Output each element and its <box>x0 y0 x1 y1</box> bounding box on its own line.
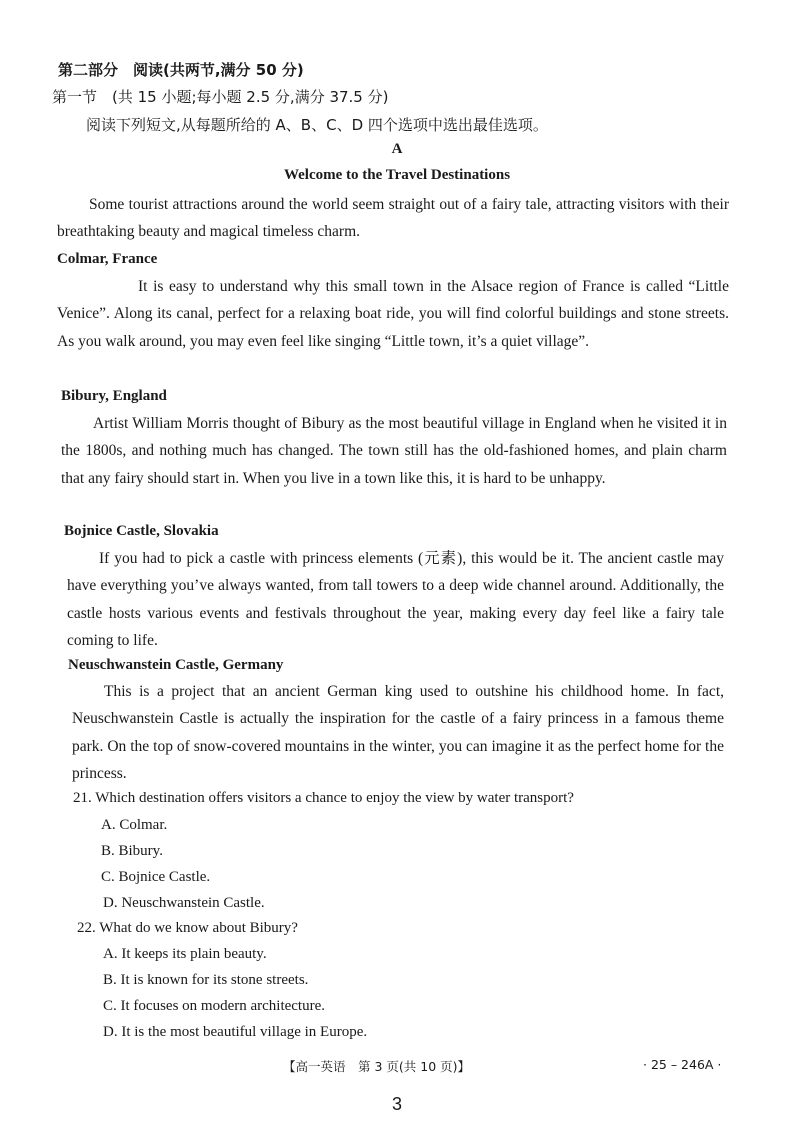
instruction-text: 阅读下列短文,从每题所给的 A、B、C、D 四个选项中选出最佳选项。 <box>86 116 548 134</box>
destination-name: Colmar, France <box>57 251 158 267</box>
destination-text: This is a project that an ancient German king used to outshine his childhood home. In fact, Neuschwanstein Castle is actually the inspiration for the castle of a fairy princess in a famous theme park. On the top of snow-covered mountains in the winter, you can imagine it as the perfect home for the princess. <box>72 683 724 782</box>
destination-text: Artist William Morris thought of Bibury as the most beautiful village in England when he visited it in the 1800s, and nothing much has changed. The town still has the old-fashioned homes, and plain charm that any fairy should start in. When you live in a town like this, it is hard to be unhappy. <box>61 415 727 487</box>
answer-option[interactable]: A. Colmar. <box>101 817 168 833</box>
part-heading: 第二部分 阅读(共两节,满分 50 分) <box>58 61 304 79</box>
answer-option[interactable]: C. It focuses on modern architecture. <box>103 998 326 1014</box>
destination-text: It is easy to understand why this small town in the Alsace region of France is called “Little Venice”. Along its canal, perfect for a relaxing boat ride, you will find colorful buildings and stone streets. As you walk around, you may even feel like singing “Little town, it’s a quiet village”. <box>57 278 729 350</box>
destination-name: Neuschwanstein Castle, Germany <box>68 657 284 673</box>
section-heading: 第一节 (共 15 小题;每小题 2.5 分,满分 37.5 分) <box>52 88 389 106</box>
answer-option[interactable]: C. Bojnice Castle. <box>101 869 211 885</box>
destination-name: Bojnice Castle, Slovakia <box>64 523 219 539</box>
footer-page-info: 【高一英语 第 3 页(共 10 页)】 <box>283 1059 471 1074</box>
answer-option[interactable]: D. It is the most beautiful village in Europe. <box>103 1024 368 1040</box>
footer-code: · 25 – 246A · <box>643 1057 722 1072</box>
answer-option[interactable]: D. Neuschwanstein Castle. <box>103 895 265 911</box>
intro-paragraph: Some tourist attractions around the world seem straight out of a fairy tale, attracting visitors with their breathtaking beauty and magical timeless charm. <box>57 196 729 241</box>
answer-option[interactable]: B. It is known for its stone streets. <box>103 972 309 988</box>
answer-option[interactable]: A. It keeps its plain beauty. <box>103 946 267 962</box>
passage-letter: A <box>391 141 403 157</box>
destination-text: If you had to pick a castle with princess elements (元素), this would be it. The ancient castle may have everything you’ve always wanted, from tall towers to a deep wide channel around. Additionally, the castle hosts various events and festivals throughout the year, making every day feel like a fairy tale coming to life. <box>67 550 724 649</box>
passage-title: Welcome to the Travel Destinations <box>283 167 511 183</box>
question-stem: 21. Which destination offers visitors a chance to enjoy the view by water transport? <box>73 790 574 806</box>
page-number: 3 <box>391 1094 402 1114</box>
question-stem: 22. What do we know about Bibury? <box>77 920 298 936</box>
answer-option[interactable]: B. Bibury. <box>101 843 163 859</box>
destination-name: Bibury, England <box>61 388 167 404</box>
